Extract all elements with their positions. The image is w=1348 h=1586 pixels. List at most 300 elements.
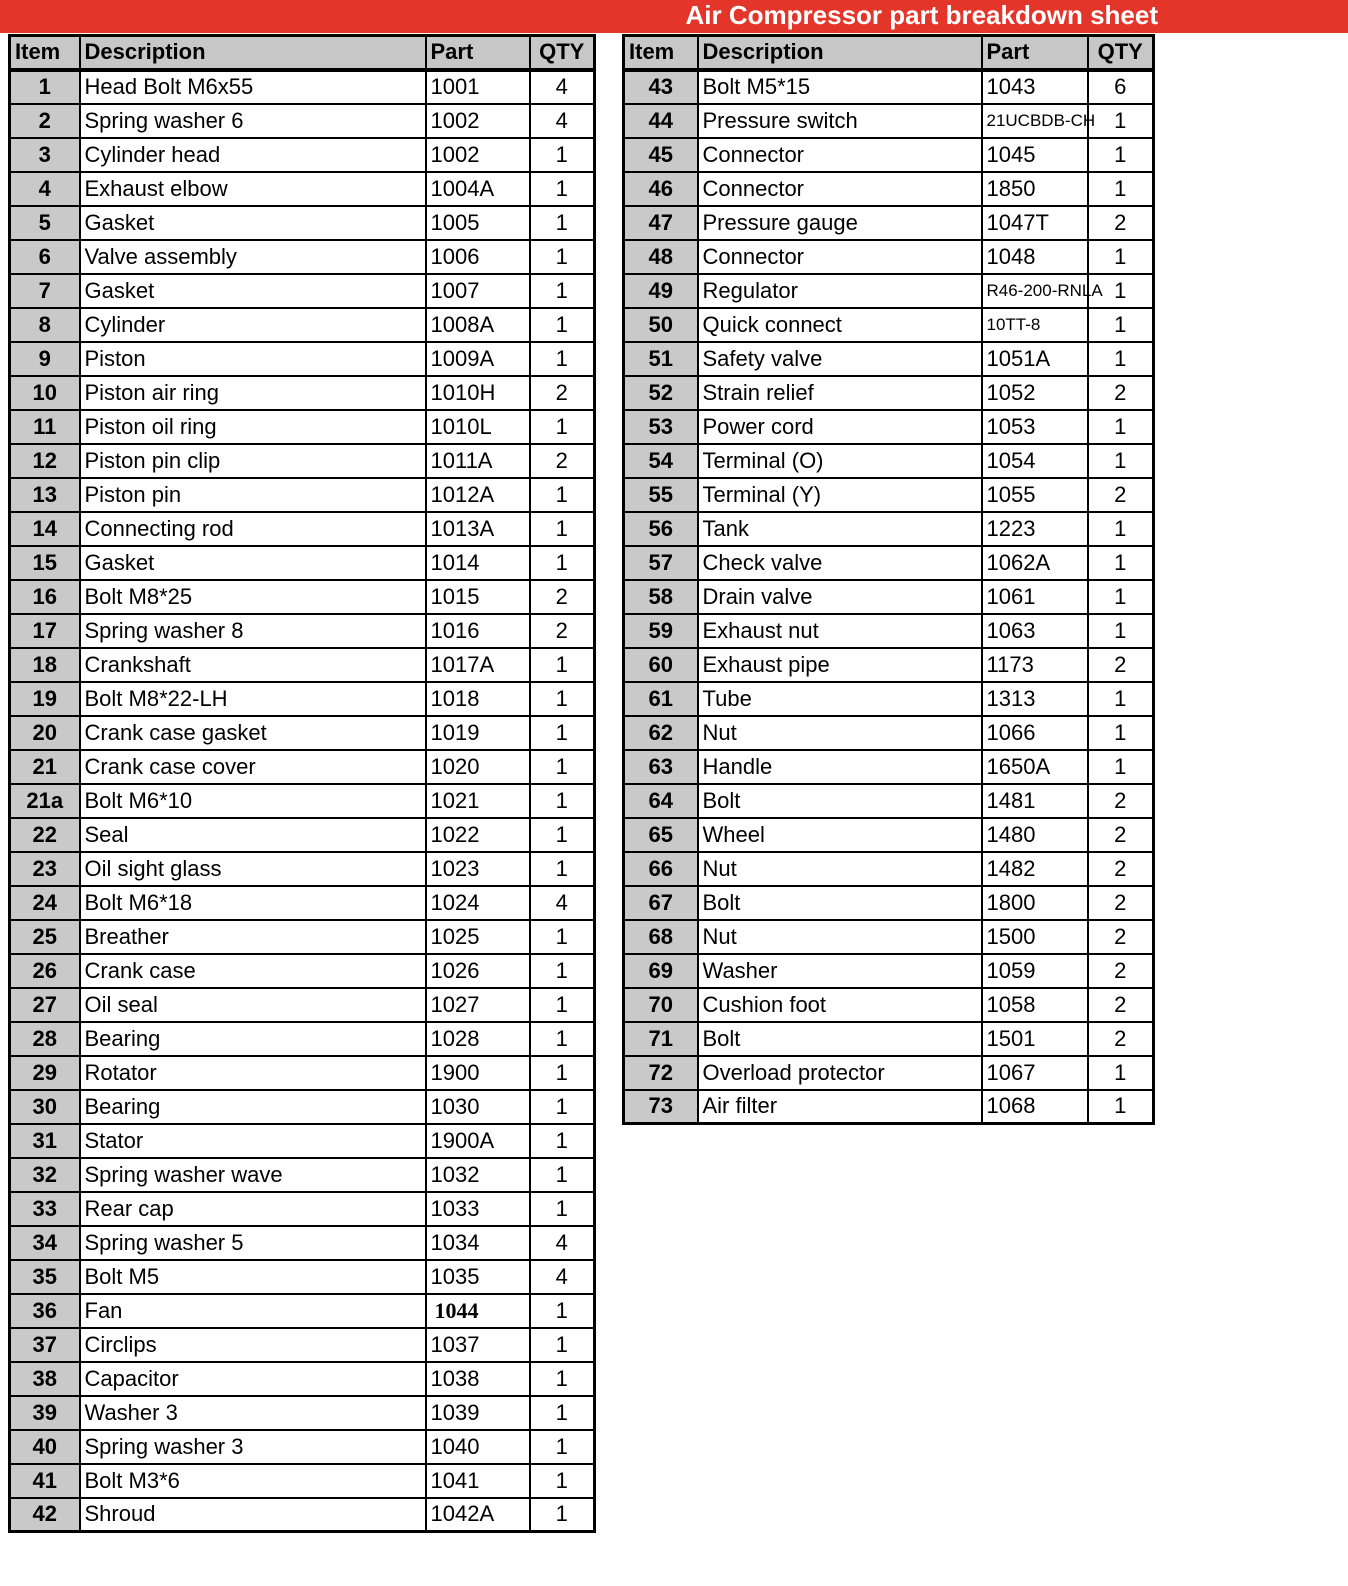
- cell-description: Bolt: [698, 784, 982, 818]
- cell-part: 21UCBDB-CH: [982, 104, 1088, 138]
- cell-part: 1650A: [982, 750, 1088, 784]
- cell-item: 5: [10, 206, 80, 240]
- cell-description: Connector: [698, 138, 982, 172]
- cell-item: 56: [624, 512, 698, 546]
- cell-item: 20: [10, 716, 80, 750]
- cell-item: 16: [10, 580, 80, 614]
- cell-qty: 2: [1088, 920, 1154, 954]
- cell-qty: 2: [1088, 988, 1154, 1022]
- cell-part: 1062A: [982, 546, 1088, 580]
- cell-qty: 2: [1088, 852, 1154, 886]
- cell-description: Exhaust elbow: [80, 172, 426, 206]
- cell-qty: 2: [1088, 648, 1154, 682]
- table-row: [10, 1158, 595, 1192]
- cell-part: 1053: [982, 410, 1088, 444]
- cell-qty: 1: [1088, 682, 1154, 716]
- cell-part: 1044: [426, 1294, 530, 1328]
- cell-description: Terminal (O): [698, 444, 982, 478]
- title-banner: [0, 0, 1348, 33]
- cell-item: 19: [10, 682, 80, 716]
- cell-description: Connector: [698, 172, 982, 206]
- cell-description: Wheel: [698, 818, 982, 852]
- cell-description: Shroud: [80, 1498, 426, 1532]
- cell-item: 31: [10, 1124, 80, 1158]
- table-row: [624, 818, 1154, 852]
- table-row: [10, 70, 595, 104]
- cell-part: 1173: [982, 648, 1088, 682]
- cell-description: Capacitor: [80, 1362, 426, 1396]
- table-row: [10, 580, 595, 614]
- cell-description: Bolt M5: [80, 1260, 426, 1294]
- cell-description: Spring washer 6: [80, 104, 426, 138]
- table-row: [10, 1192, 595, 1226]
- header-qty: QTY: [1088, 36, 1154, 70]
- table-body-left: [10, 70, 595, 1532]
- cell-qty: 4: [530, 104, 595, 138]
- cell-description: Bearing: [80, 1090, 426, 1124]
- table-row: [10, 648, 595, 682]
- cell-part: 1009A: [426, 342, 530, 376]
- cell-qty: 1: [530, 1328, 595, 1362]
- table-row: [10, 376, 595, 410]
- cell-qty: 2: [1088, 1022, 1154, 1056]
- cell-item: 17: [10, 614, 80, 648]
- cell-item: 67: [624, 886, 698, 920]
- cell-description: Head Bolt M6x55: [80, 70, 426, 104]
- cell-part: 1021: [426, 784, 530, 818]
- table-row: [10, 240, 595, 274]
- table-row: [624, 308, 1154, 342]
- cell-item: 45: [624, 138, 698, 172]
- cell-part: 1900: [426, 1056, 530, 1090]
- cell-description: Cushion foot: [698, 988, 982, 1022]
- cell-description: Crank case cover: [80, 750, 426, 784]
- cell-qty: 1: [1088, 138, 1154, 172]
- table-row: [624, 886, 1154, 920]
- cell-qty: 1: [530, 410, 595, 444]
- cell-item: 11: [10, 410, 80, 444]
- cell-description: Bolt M3*6: [80, 1464, 426, 1498]
- table-row: [10, 206, 595, 240]
- cell-qty: 1: [530, 512, 595, 546]
- cell-description: Circlips: [80, 1328, 426, 1362]
- cell-part: 1039: [426, 1396, 530, 1430]
- cell-part: 1061: [982, 580, 1088, 614]
- table-row: [624, 274, 1154, 308]
- cell-item: 23: [10, 852, 80, 886]
- cell-description: Piston air ring: [80, 376, 426, 410]
- table-row: [10, 546, 595, 580]
- cell-item: 12: [10, 444, 80, 478]
- cell-item: 21a: [10, 784, 80, 818]
- cell-part: 1017A: [426, 648, 530, 682]
- cell-part: 1013A: [426, 512, 530, 546]
- cell-description: Tube: [698, 682, 982, 716]
- cell-part: 1047T: [982, 206, 1088, 240]
- cell-description: Terminal (Y): [698, 478, 982, 512]
- cell-item: 29: [10, 1056, 80, 1090]
- cell-item: 8: [10, 308, 80, 342]
- cell-qty: 1: [1088, 444, 1154, 478]
- table-row: [10, 818, 595, 852]
- table-row: [624, 852, 1154, 886]
- cell-item: 46: [624, 172, 698, 206]
- cell-qty: 1: [530, 1396, 595, 1430]
- cell-qty: 1: [530, 478, 595, 512]
- header-item: Item: [10, 36, 80, 70]
- cell-item: 61: [624, 682, 698, 716]
- cell-description: Spring washer 3: [80, 1430, 426, 1464]
- cell-part: 1025: [426, 920, 530, 954]
- cell-description: Piston: [80, 342, 426, 376]
- cell-description: Valve assembly: [80, 240, 426, 274]
- cell-description: Air filter: [698, 1090, 982, 1124]
- cell-item: 30: [10, 1090, 80, 1124]
- cell-part: 1066: [982, 716, 1088, 750]
- cell-description: Bearing: [80, 1022, 426, 1056]
- table-row: [624, 138, 1154, 172]
- cell-item: 73: [624, 1090, 698, 1124]
- cell-description: Spring washer wave: [80, 1158, 426, 1192]
- table-row: [624, 682, 1154, 716]
- cell-qty: 1: [530, 1362, 595, 1396]
- table-row: [10, 1498, 595, 1532]
- cell-description: Bolt: [698, 886, 982, 920]
- cell-part: 1024: [426, 886, 530, 920]
- cell-description: Regulator: [698, 274, 982, 308]
- cell-description: Safety valve: [698, 342, 982, 376]
- table-row: [10, 512, 595, 546]
- cell-part: 1023: [426, 852, 530, 886]
- cell-part: 1501: [982, 1022, 1088, 1056]
- cell-part: 1900A: [426, 1124, 530, 1158]
- table-row: [10, 1260, 595, 1294]
- cell-item: 24: [10, 886, 80, 920]
- cell-part: 1001: [426, 70, 530, 104]
- table-row: [10, 478, 595, 512]
- cell-qty: 1: [1088, 308, 1154, 342]
- cell-qty: 2: [1088, 784, 1154, 818]
- cell-item: 9: [10, 342, 80, 376]
- cell-qty: 1: [1088, 580, 1154, 614]
- cell-item: 13: [10, 478, 80, 512]
- cell-description: Strain relief: [698, 376, 982, 410]
- cell-part: 1033: [426, 1192, 530, 1226]
- cell-item: 25: [10, 920, 80, 954]
- cell-part: 1010H: [426, 376, 530, 410]
- cell-part: 1045: [982, 138, 1088, 172]
- table-row: [624, 648, 1154, 682]
- cell-item: 43: [624, 70, 698, 104]
- cell-part: 1500: [982, 920, 1088, 954]
- cell-item: 59: [624, 614, 698, 648]
- cell-description: Piston pin clip: [80, 444, 426, 478]
- cell-description: Bolt M6*10: [80, 784, 426, 818]
- cell-part: 1223: [982, 512, 1088, 546]
- cell-item: 21: [10, 750, 80, 784]
- table-row: [10, 1328, 595, 1362]
- cell-description: Cylinder head: [80, 138, 426, 172]
- cell-item: 38: [10, 1362, 80, 1396]
- cell-description: Oil seal: [80, 988, 426, 1022]
- header-item: Item: [624, 36, 698, 70]
- cell-description: Check valve: [698, 546, 982, 580]
- cell-part: 1012A: [426, 478, 530, 512]
- cell-item: 22: [10, 818, 80, 852]
- cell-description: Overload protector: [698, 1056, 982, 1090]
- cell-item: 7: [10, 274, 80, 308]
- cell-qty: 4: [530, 1260, 595, 1294]
- cell-part: 1800: [982, 886, 1088, 920]
- cell-qty: 1: [530, 784, 595, 818]
- cell-description: Crank case gasket: [80, 716, 426, 750]
- cell-part: 1051A: [982, 342, 1088, 376]
- cell-item: 57: [624, 546, 698, 580]
- cell-part: 1482: [982, 852, 1088, 886]
- cell-part: 1037: [426, 1328, 530, 1362]
- cell-item: 55: [624, 478, 698, 512]
- page-title: Air Compressor part breakdown sheet: [685, 0, 1158, 30]
- cell-description: Stator: [80, 1124, 426, 1158]
- cell-qty: 2: [1088, 954, 1154, 988]
- cell-qty: 1: [530, 1192, 595, 1226]
- cell-part: 1313: [982, 682, 1088, 716]
- table-row: [624, 546, 1154, 580]
- cell-description: Rotator: [80, 1056, 426, 1090]
- cell-qty: 2: [1088, 818, 1154, 852]
- table-row: [624, 478, 1154, 512]
- cell-part: 1068: [982, 1090, 1088, 1124]
- cell-description: Drain valve: [698, 580, 982, 614]
- cell-item: 35: [10, 1260, 80, 1294]
- cell-part: 1041: [426, 1464, 530, 1498]
- cell-part: 1850: [982, 172, 1088, 206]
- cell-item: 49: [624, 274, 698, 308]
- cell-item: 2: [10, 104, 80, 138]
- cell-part: 1010L: [426, 410, 530, 444]
- cell-item: 36: [10, 1294, 80, 1328]
- cell-item: 1: [10, 70, 80, 104]
- table-row: [10, 852, 595, 886]
- cell-qty: 2: [1088, 478, 1154, 512]
- cell-qty: 2: [1088, 206, 1154, 240]
- cell-qty: 1: [530, 852, 595, 886]
- cell-description: Connecting rod: [80, 512, 426, 546]
- cell-item: 40: [10, 1430, 80, 1464]
- cell-part: 1480: [982, 818, 1088, 852]
- table-row: [624, 172, 1154, 206]
- cell-item: 27: [10, 988, 80, 1022]
- cell-description: Handle: [698, 750, 982, 784]
- cell-part: 1058: [982, 988, 1088, 1022]
- cell-description: Quick connect: [698, 308, 982, 342]
- cell-part: 1048: [982, 240, 1088, 274]
- table-row: [624, 410, 1154, 444]
- cell-qty: 1: [1088, 172, 1154, 206]
- cell-description: Nut: [698, 716, 982, 750]
- cell-item: 3: [10, 138, 80, 172]
- cell-part: 10TT-8: [982, 308, 1088, 342]
- cell-item: 28: [10, 1022, 80, 1056]
- cell-qty: 2: [530, 376, 595, 410]
- cell-item: 63: [624, 750, 698, 784]
- table-row: [10, 1396, 595, 1430]
- table-row: [624, 1022, 1154, 1056]
- cell-part: 1022: [426, 818, 530, 852]
- cell-description: Seal: [80, 818, 426, 852]
- cell-qty: 1: [530, 1294, 595, 1328]
- cell-item: 52: [624, 376, 698, 410]
- cell-description: Breather: [80, 920, 426, 954]
- cell-item: 18: [10, 648, 80, 682]
- table-row: [10, 784, 595, 818]
- cell-part: 1004A: [426, 172, 530, 206]
- cell-part: 1059: [982, 954, 1088, 988]
- cell-description: Connector: [698, 240, 982, 274]
- cell-part: 1035: [426, 1260, 530, 1294]
- cell-item: 62: [624, 716, 698, 750]
- header-part: Part: [426, 36, 530, 70]
- cell-description: Gasket: [80, 274, 426, 308]
- table-row: [624, 206, 1154, 240]
- table-row: [10, 886, 595, 920]
- cell-part: 1015: [426, 580, 530, 614]
- cell-qty: 1: [530, 274, 595, 308]
- cell-qty: 1: [530, 1124, 595, 1158]
- cell-part: 1481: [982, 784, 1088, 818]
- table-row: [10, 1090, 595, 1124]
- cell-qty: 2: [1088, 376, 1154, 410]
- cell-part: 1063: [982, 614, 1088, 648]
- cell-part: 1027: [426, 988, 530, 1022]
- cell-item: 68: [624, 920, 698, 954]
- cell-description: Crankshaft: [80, 648, 426, 682]
- cell-qty: 1: [1088, 716, 1154, 750]
- cell-item: 50: [624, 308, 698, 342]
- cell-item: 54: [624, 444, 698, 478]
- cell-part: 1067: [982, 1056, 1088, 1090]
- table-row: [624, 920, 1154, 954]
- cell-qty: 1: [1088, 104, 1154, 138]
- table-row: [624, 716, 1154, 750]
- cell-qty: 1: [1088, 240, 1154, 274]
- table-row: [624, 104, 1154, 138]
- cell-description: Exhaust nut: [698, 614, 982, 648]
- table-row: [624, 614, 1154, 648]
- table-header-row: [624, 36, 1154, 70]
- table-row: [10, 410, 595, 444]
- table-row: [624, 1090, 1154, 1124]
- table-row: [10, 1124, 595, 1158]
- cell-qty: 6: [1088, 70, 1154, 104]
- cell-item: 64: [624, 784, 698, 818]
- cell-part: 1006: [426, 240, 530, 274]
- cell-qty: 2: [1088, 886, 1154, 920]
- table-row: [10, 1464, 595, 1498]
- cell-part: 1055: [982, 478, 1088, 512]
- cell-description: Piston oil ring: [80, 410, 426, 444]
- cell-item: 32: [10, 1158, 80, 1192]
- header-description: Description: [80, 36, 426, 70]
- cell-qty: 1: [530, 1464, 595, 1498]
- cell-qty: 1: [530, 138, 595, 172]
- cell-description: Spring washer 8: [80, 614, 426, 648]
- cell-qty: 1: [530, 308, 595, 342]
- table-row: [10, 104, 595, 138]
- cell-qty: 2: [530, 580, 595, 614]
- cell-description: Bolt M5*15: [698, 70, 982, 104]
- table-row: [10, 954, 595, 988]
- cell-qty: 1: [1088, 614, 1154, 648]
- cell-qty: 1: [530, 920, 595, 954]
- cell-qty: 4: [530, 1226, 595, 1260]
- cell-item: 47: [624, 206, 698, 240]
- table-row: [10, 716, 595, 750]
- cell-item: 37: [10, 1328, 80, 1362]
- table-row: [624, 750, 1154, 784]
- cell-part: 1019: [426, 716, 530, 750]
- cell-item: 15: [10, 546, 80, 580]
- cell-item: 42: [10, 1498, 80, 1532]
- cell-description: Tank: [698, 512, 982, 546]
- cell-qty: 1: [530, 1022, 595, 1056]
- cell-description: Nut: [698, 852, 982, 886]
- cell-qty: 1: [530, 240, 595, 274]
- table-row: [10, 274, 595, 308]
- cell-part: 1052: [982, 376, 1088, 410]
- table-row: [624, 342, 1154, 376]
- cell-description: Pressure switch: [698, 104, 982, 138]
- cell-part: 1054: [982, 444, 1088, 478]
- table-row: [624, 1056, 1154, 1090]
- table-row: [10, 138, 595, 172]
- cell-part: 1016: [426, 614, 530, 648]
- header-description: Description: [698, 36, 982, 70]
- table-row: [10, 1056, 595, 1090]
- cell-part: 1043: [982, 70, 1088, 104]
- cell-qty: 1: [530, 1498, 595, 1532]
- cell-description: Bolt M8*25: [80, 580, 426, 614]
- cell-part: 1038: [426, 1362, 530, 1396]
- table-body-right: [624, 70, 1154, 1124]
- table-row: [10, 444, 595, 478]
- table-row: [10, 1362, 595, 1396]
- cell-part: 1026: [426, 954, 530, 988]
- cell-part: R46-200-RNLA: [982, 274, 1088, 308]
- cell-description: Fan: [80, 1294, 426, 1328]
- cell-qty: 1: [530, 1056, 595, 1090]
- cell-item: 41: [10, 1464, 80, 1498]
- cell-part: 1011A: [426, 444, 530, 478]
- cell-qty: 1: [1088, 546, 1154, 580]
- cell-qty: 1: [1088, 750, 1154, 784]
- cell-qty: 2: [530, 444, 595, 478]
- cell-description: Cylinder: [80, 308, 426, 342]
- cell-part: 1032: [426, 1158, 530, 1192]
- header-qty: QTY: [530, 36, 595, 70]
- table-header-row: [10, 36, 595, 70]
- cell-qty: 1: [530, 1090, 595, 1124]
- table-row: [10, 1294, 595, 1328]
- cell-part: 1042A: [426, 1498, 530, 1532]
- cell-qty: 1: [530, 206, 595, 240]
- cell-description: Bolt: [698, 1022, 982, 1056]
- table-row: [10, 750, 595, 784]
- cell-item: 10: [10, 376, 80, 410]
- cell-description: Nut: [698, 920, 982, 954]
- cell-item: 48: [624, 240, 698, 274]
- cell-qty: 1: [530, 750, 595, 784]
